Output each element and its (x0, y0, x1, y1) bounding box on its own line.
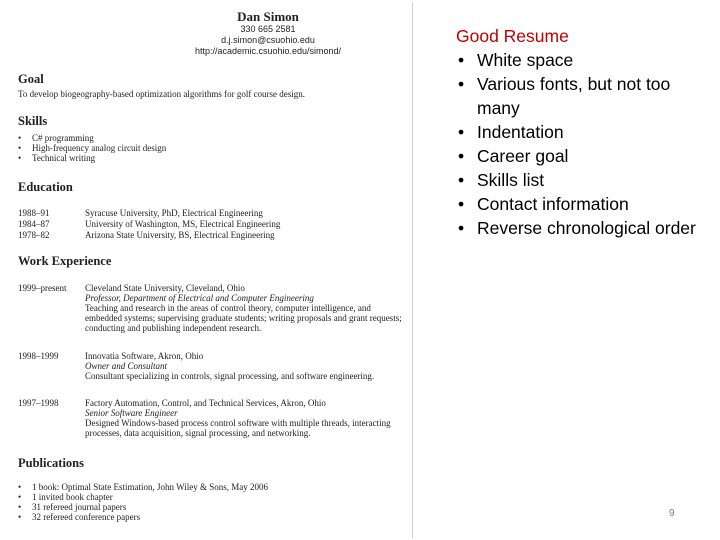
skills-list (18, 133, 166, 163)
work-entry (18, 283, 410, 333)
education-years: 1978–82 (18, 230, 50, 240)
education-row (18, 219, 280, 229)
skill-item: • C# programming (18, 133, 166, 143)
skills-heading: Skills (18, 114, 48, 128)
work-role: Owner and Consultant (85, 361, 168, 371)
slide-bullet: • Skills list (456, 168, 716, 192)
slide-bullet: • Indentation (456, 120, 716, 144)
page-number: 9 (669, 508, 675, 519)
education-text: Syracuse University, PhD, Electrical Engineering (85, 208, 263, 218)
publication-item: • 32 refereed conference papers (18, 512, 268, 522)
slide-bullet-list (456, 48, 716, 240)
publications-heading: Publications (18, 456, 84, 470)
education-row (18, 230, 275, 240)
publication-item: • 1 invited book chapter (18, 492, 268, 502)
education-years: 1988–91 (18, 208, 50, 218)
publications-list (18, 482, 268, 522)
slide-bullet: • Various fonts, but not too many (456, 72, 716, 120)
work-entry (18, 351, 410, 381)
publication-item: • 1 book: Optimal State Estimation, John Wiley & Sons, May 2006 (18, 482, 268, 492)
work-entry (18, 398, 410, 438)
work-role: Senior Software Engineer (85, 408, 178, 418)
resume-header (168, 10, 368, 57)
work-years: 1997–1998 (18, 398, 59, 408)
work-desc: Teaching and research in the areas of control theory, computer intelligence, and embedded systems; supervising graduate students; writing proposals and grant requests; conducting and publishing independent research. (85, 303, 402, 333)
resume-image (8, 2, 413, 538)
work-role: Professor, Department of Electrical and Computer Engineering (85, 293, 314, 303)
education-row (18, 208, 263, 218)
slide-bullet: • Contact information (456, 192, 716, 216)
education-heading: Education (18, 180, 73, 194)
skill-item: • High-frequency analog circuit design (18, 143, 166, 153)
education-text: University of Washington, MS, Electrical Engineering (85, 219, 281, 229)
work-org: Factory Automation, Control, and Technical Services, Akron, Ohio (85, 398, 326, 408)
education-years: 1984–87 (18, 219, 50, 229)
work-years: 1999–present (18, 283, 67, 293)
goal-text: To develop biogeography-based optimization algorithms for golf course design. (18, 89, 306, 99)
work-org: Innovatia Software, Akron, Ohio (85, 351, 204, 361)
publication-item: • 31 refereed journal papers (18, 502, 268, 512)
resume-email: d.j.simon@csuohio.edu (221, 35, 315, 45)
work-desc: Consultant specializing in controls, signal processing, and software engineering. (85, 371, 375, 381)
goal-heading: Goal (18, 72, 44, 86)
work-desc: Designed Windows-based process control software with multiple threads, interacting processes, data acquisition, signal processing, and networking. (85, 418, 391, 438)
skill-item: • Technical writing (18, 153, 166, 163)
slide-title: Good Resume (456, 26, 569, 46)
slide-bullet: • Reverse chronological order (456, 216, 716, 240)
slide-notes (456, 24, 716, 240)
slide-bullet: • Career goal (456, 144, 716, 168)
resume-phone: 330 665 2581 (240, 24, 296, 34)
resume-name: Dan Simon (237, 9, 299, 24)
work-years: 1998–1999 (18, 351, 59, 361)
slide-bullet: • White space (456, 48, 716, 72)
work-org: Cleveland State University, Cleveland, Ohio (85, 283, 245, 293)
work-heading: Work Experience (18, 254, 112, 268)
education-text: Arizona State University, BS, Electrical Engineering (85, 230, 275, 240)
resume-url: http://academic.csuohio.edu/simond/ (194, 46, 342, 56)
